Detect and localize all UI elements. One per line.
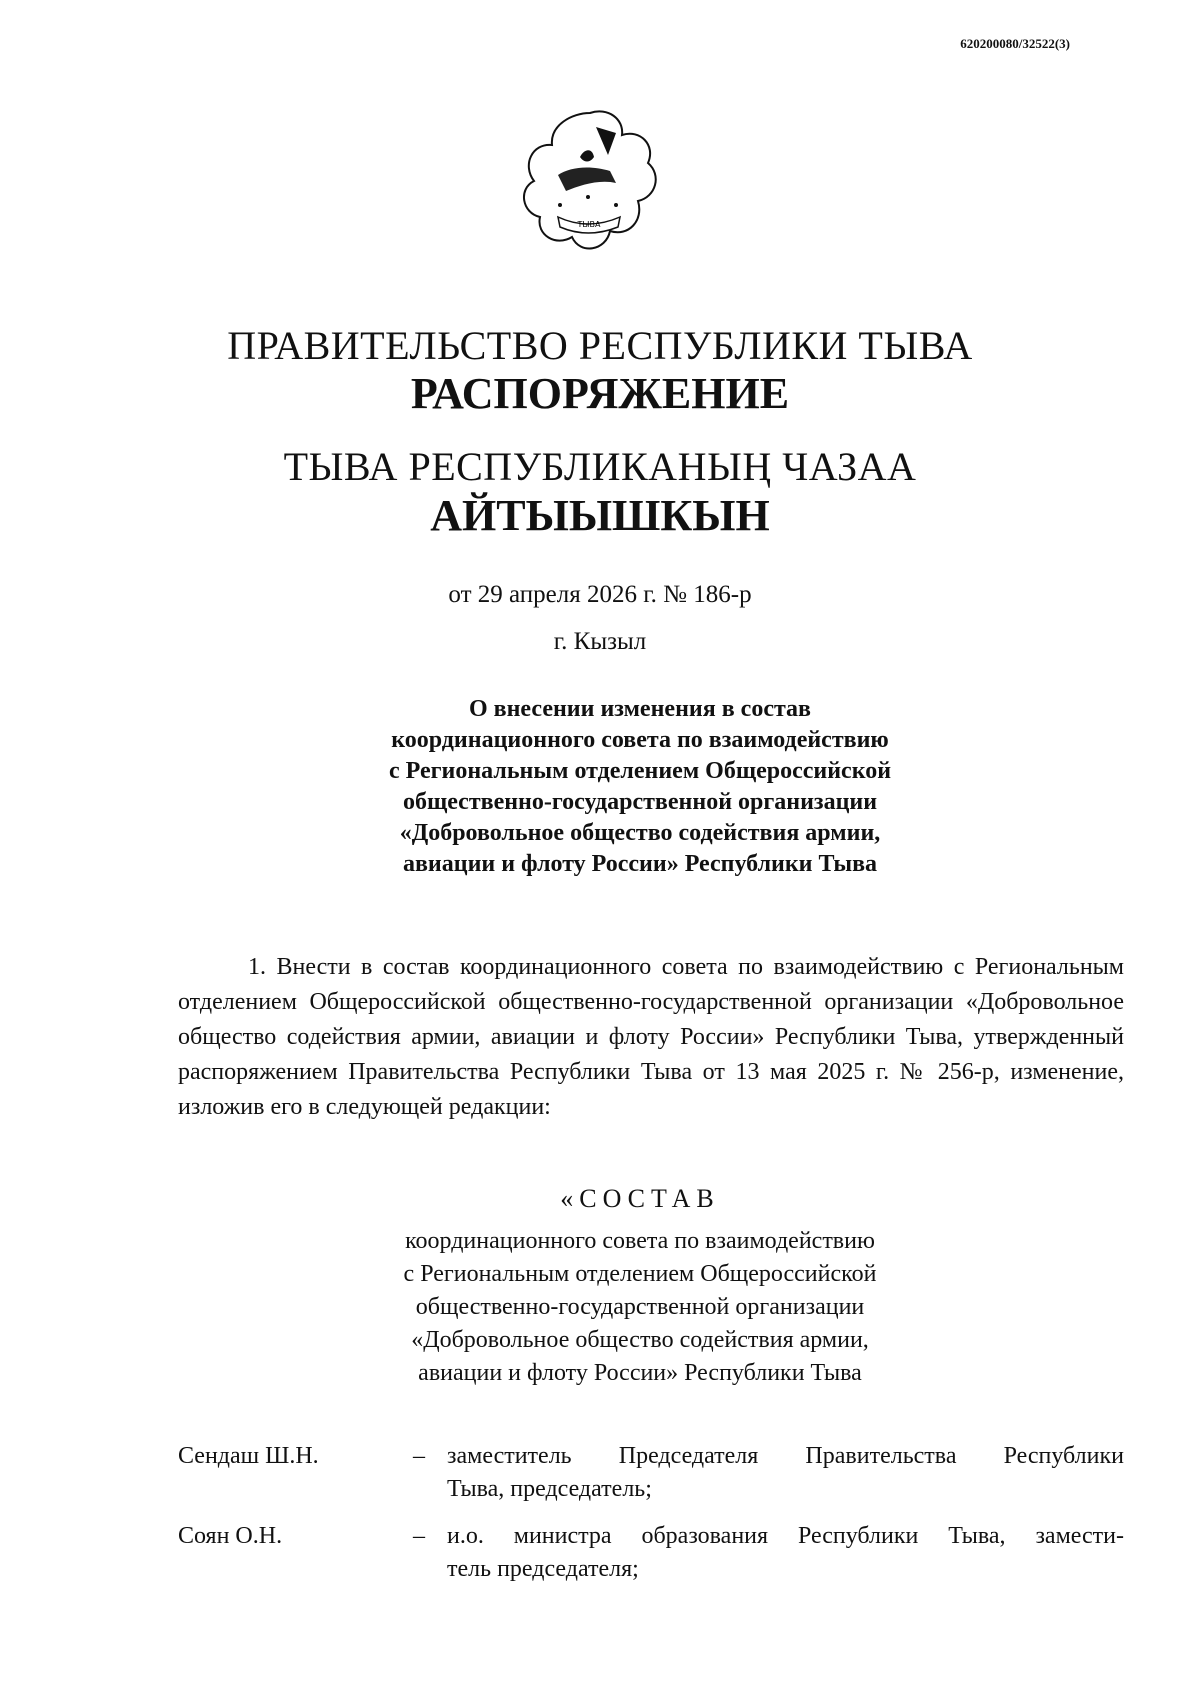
doc-kind-tyv: АЙТЫЫШКЫН bbox=[430, 491, 770, 540]
document-title bbox=[170, 694, 1110, 880]
member-role-line: заместитель Председателя Правительства Республики bbox=[447, 1443, 1124, 1469]
member-dash: – bbox=[413, 1443, 425, 1469]
tuva-coat-of-arms-icon bbox=[520, 105, 660, 265]
title-line: О внесении изменения в состав bbox=[468, 696, 812, 722]
paragraph-1: 1. Внести в состав координационного совета по взаимодействию с Региональным отделением Общероссийской общественно-государственной организации «Добровольное общество содействия армии, авиации и флоту России» Республики Тыва, утвержденный распоряжением Правительства Республики Тыва от 13 мая 2025 г. № 256-р, изменение, изложив его в следующей редакции: bbox=[178, 954, 1124, 1120]
title-line: авиации и флоту России» Республики Тыва bbox=[402, 851, 878, 877]
date-line: от 29 апреля 2026 г. № 186-р bbox=[448, 581, 752, 608]
sostav-line: координационного совета по взаимодействию bbox=[405, 1228, 875, 1254]
sostav-line: общественно-государственной организации bbox=[415, 1294, 865, 1320]
member-row bbox=[178, 1440, 1124, 1510]
org-name-tyv: ТЫВА РЕСПУБЛИКАНЫҢ ЧАЗАА bbox=[283, 444, 917, 489]
svg-text:ТЫВА: ТЫВА bbox=[577, 220, 601, 229]
org-name-ru: ПРАВИТЕЛЬСТВО РЕСПУБЛИКИ ТЫВА bbox=[227, 323, 973, 368]
sostav-subtitle bbox=[170, 1225, 1110, 1390]
member-row bbox=[178, 1520, 1124, 1590]
sostav-line: «Добровольное общество содействия армии, bbox=[411, 1327, 869, 1353]
title-line: общественно-государственной организации bbox=[402, 789, 878, 815]
member-role-line: Тыва, председатель; bbox=[447, 1476, 652, 1502]
member-role-line: и.о. министра образования Республики Тыва, замести- bbox=[447, 1523, 1124, 1549]
sostav-heading: «СОСТАВ bbox=[560, 1184, 720, 1213]
document-body bbox=[178, 950, 1124, 1125]
sostav-line: авиации и флоту России» Республики Тыва bbox=[418, 1360, 862, 1386]
title-line: «Добровольное общество содействия армии, bbox=[399, 820, 881, 846]
title-line: с Региональным отделением Общероссийской bbox=[388, 758, 892, 784]
title-line: координационного совета по взаимодействию bbox=[391, 727, 889, 753]
member-role bbox=[413, 1520, 1124, 1586]
sostav-line: с Региональным отделением Общероссийской bbox=[403, 1261, 877, 1287]
member-dash: – bbox=[413, 1523, 425, 1549]
member-name: Сендаш Ш.Н. bbox=[178, 1443, 319, 1469]
member-role bbox=[413, 1440, 1124, 1506]
document-number: 620200080/32522(3) bbox=[960, 36, 1070, 51]
member-role-line: тель председателя; bbox=[447, 1556, 639, 1582]
doc-kind-ru: РАСПОРЯЖЕНИЕ bbox=[410, 369, 790, 418]
city: г. Кызыл bbox=[553, 628, 647, 655]
member-name: Соян О.Н. bbox=[178, 1523, 283, 1549]
